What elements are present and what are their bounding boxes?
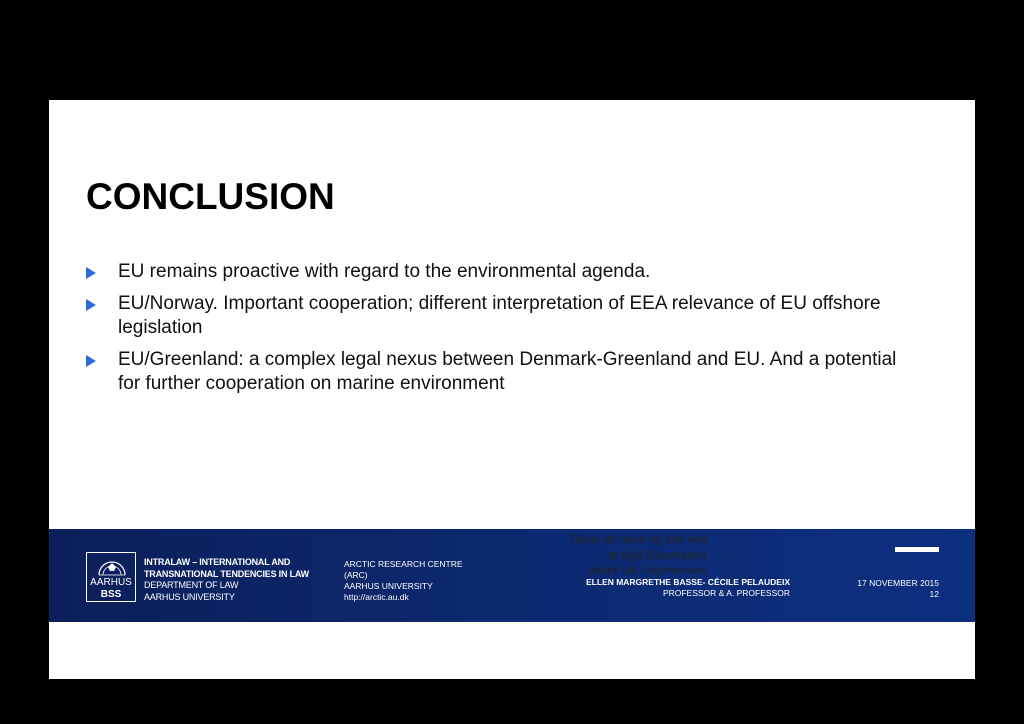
logo-text-bss: BSS xyxy=(100,589,122,600)
date-block xyxy=(829,578,939,600)
arc-line: AARHUS UNIVERSITY xyxy=(344,581,433,591)
page-number: 12 xyxy=(929,589,939,599)
authors-block xyxy=(549,577,790,599)
aarhus-bss-logo xyxy=(86,552,136,602)
bullet-text: EU remains proactive with regard to the environmental agenda. xyxy=(118,261,651,282)
note-line: under Vis i topmenuen xyxy=(587,563,707,577)
slide-footer xyxy=(49,529,975,622)
bullet-text: EU/Norway. Important cooperation; different interpretation of EEA relevance of EU offshore legislation xyxy=(118,293,881,338)
department-block xyxy=(144,557,334,603)
triangle-bullet-icon xyxy=(86,267,96,279)
footer-accent-bar xyxy=(895,547,939,552)
bullet-list xyxy=(86,260,906,404)
slide-date: 17 NOVEMBER 2015 xyxy=(857,578,939,588)
slide xyxy=(49,100,975,679)
author-names: ELLEN MARGRETHE BASSE- CÉCILE PELAUDEIX xyxy=(585,577,790,587)
bullet-item xyxy=(86,292,906,340)
bullet-item xyxy=(86,348,906,396)
arc-line: (ARC) xyxy=(344,570,368,580)
bullet-item xyxy=(86,260,906,284)
triangle-bullet-icon xyxy=(86,355,96,367)
slide-title: CONCLUSION xyxy=(86,176,335,217)
master-note xyxy=(530,532,707,579)
author-titles: PROFESSOR & A. PROFESSOR xyxy=(662,588,790,598)
university-seal-icon xyxy=(97,555,127,579)
dept-line: DEPARTMENT OF LAW xyxy=(144,580,239,590)
arc-line: ARCTIC RESEARCH CENTRE xyxy=(344,559,463,569)
dept-line: INTRALAW – INTERNATIONAL AND xyxy=(144,557,291,567)
note-line: Tilpas dit navn og titel ved xyxy=(568,532,707,546)
triangle-bullet-icon xyxy=(86,299,96,311)
dept-line: AARHUS UNIVERSITY xyxy=(144,591,235,602)
note-line: at tilgå Diasmaster xyxy=(607,547,707,562)
dept-line: TRANSNATIONAL TENDENCIES IN LAW xyxy=(144,568,309,579)
arc-block xyxy=(344,559,484,603)
bullet-text: EU/Greenland: a complex legal nexus between Denmark-Greenland and EU. And a potential for further cooperation on marine environment xyxy=(118,349,897,394)
logo-text-aarhus: AARHUS xyxy=(90,577,132,588)
arc-url: http://arctic.au.dk xyxy=(344,592,409,602)
